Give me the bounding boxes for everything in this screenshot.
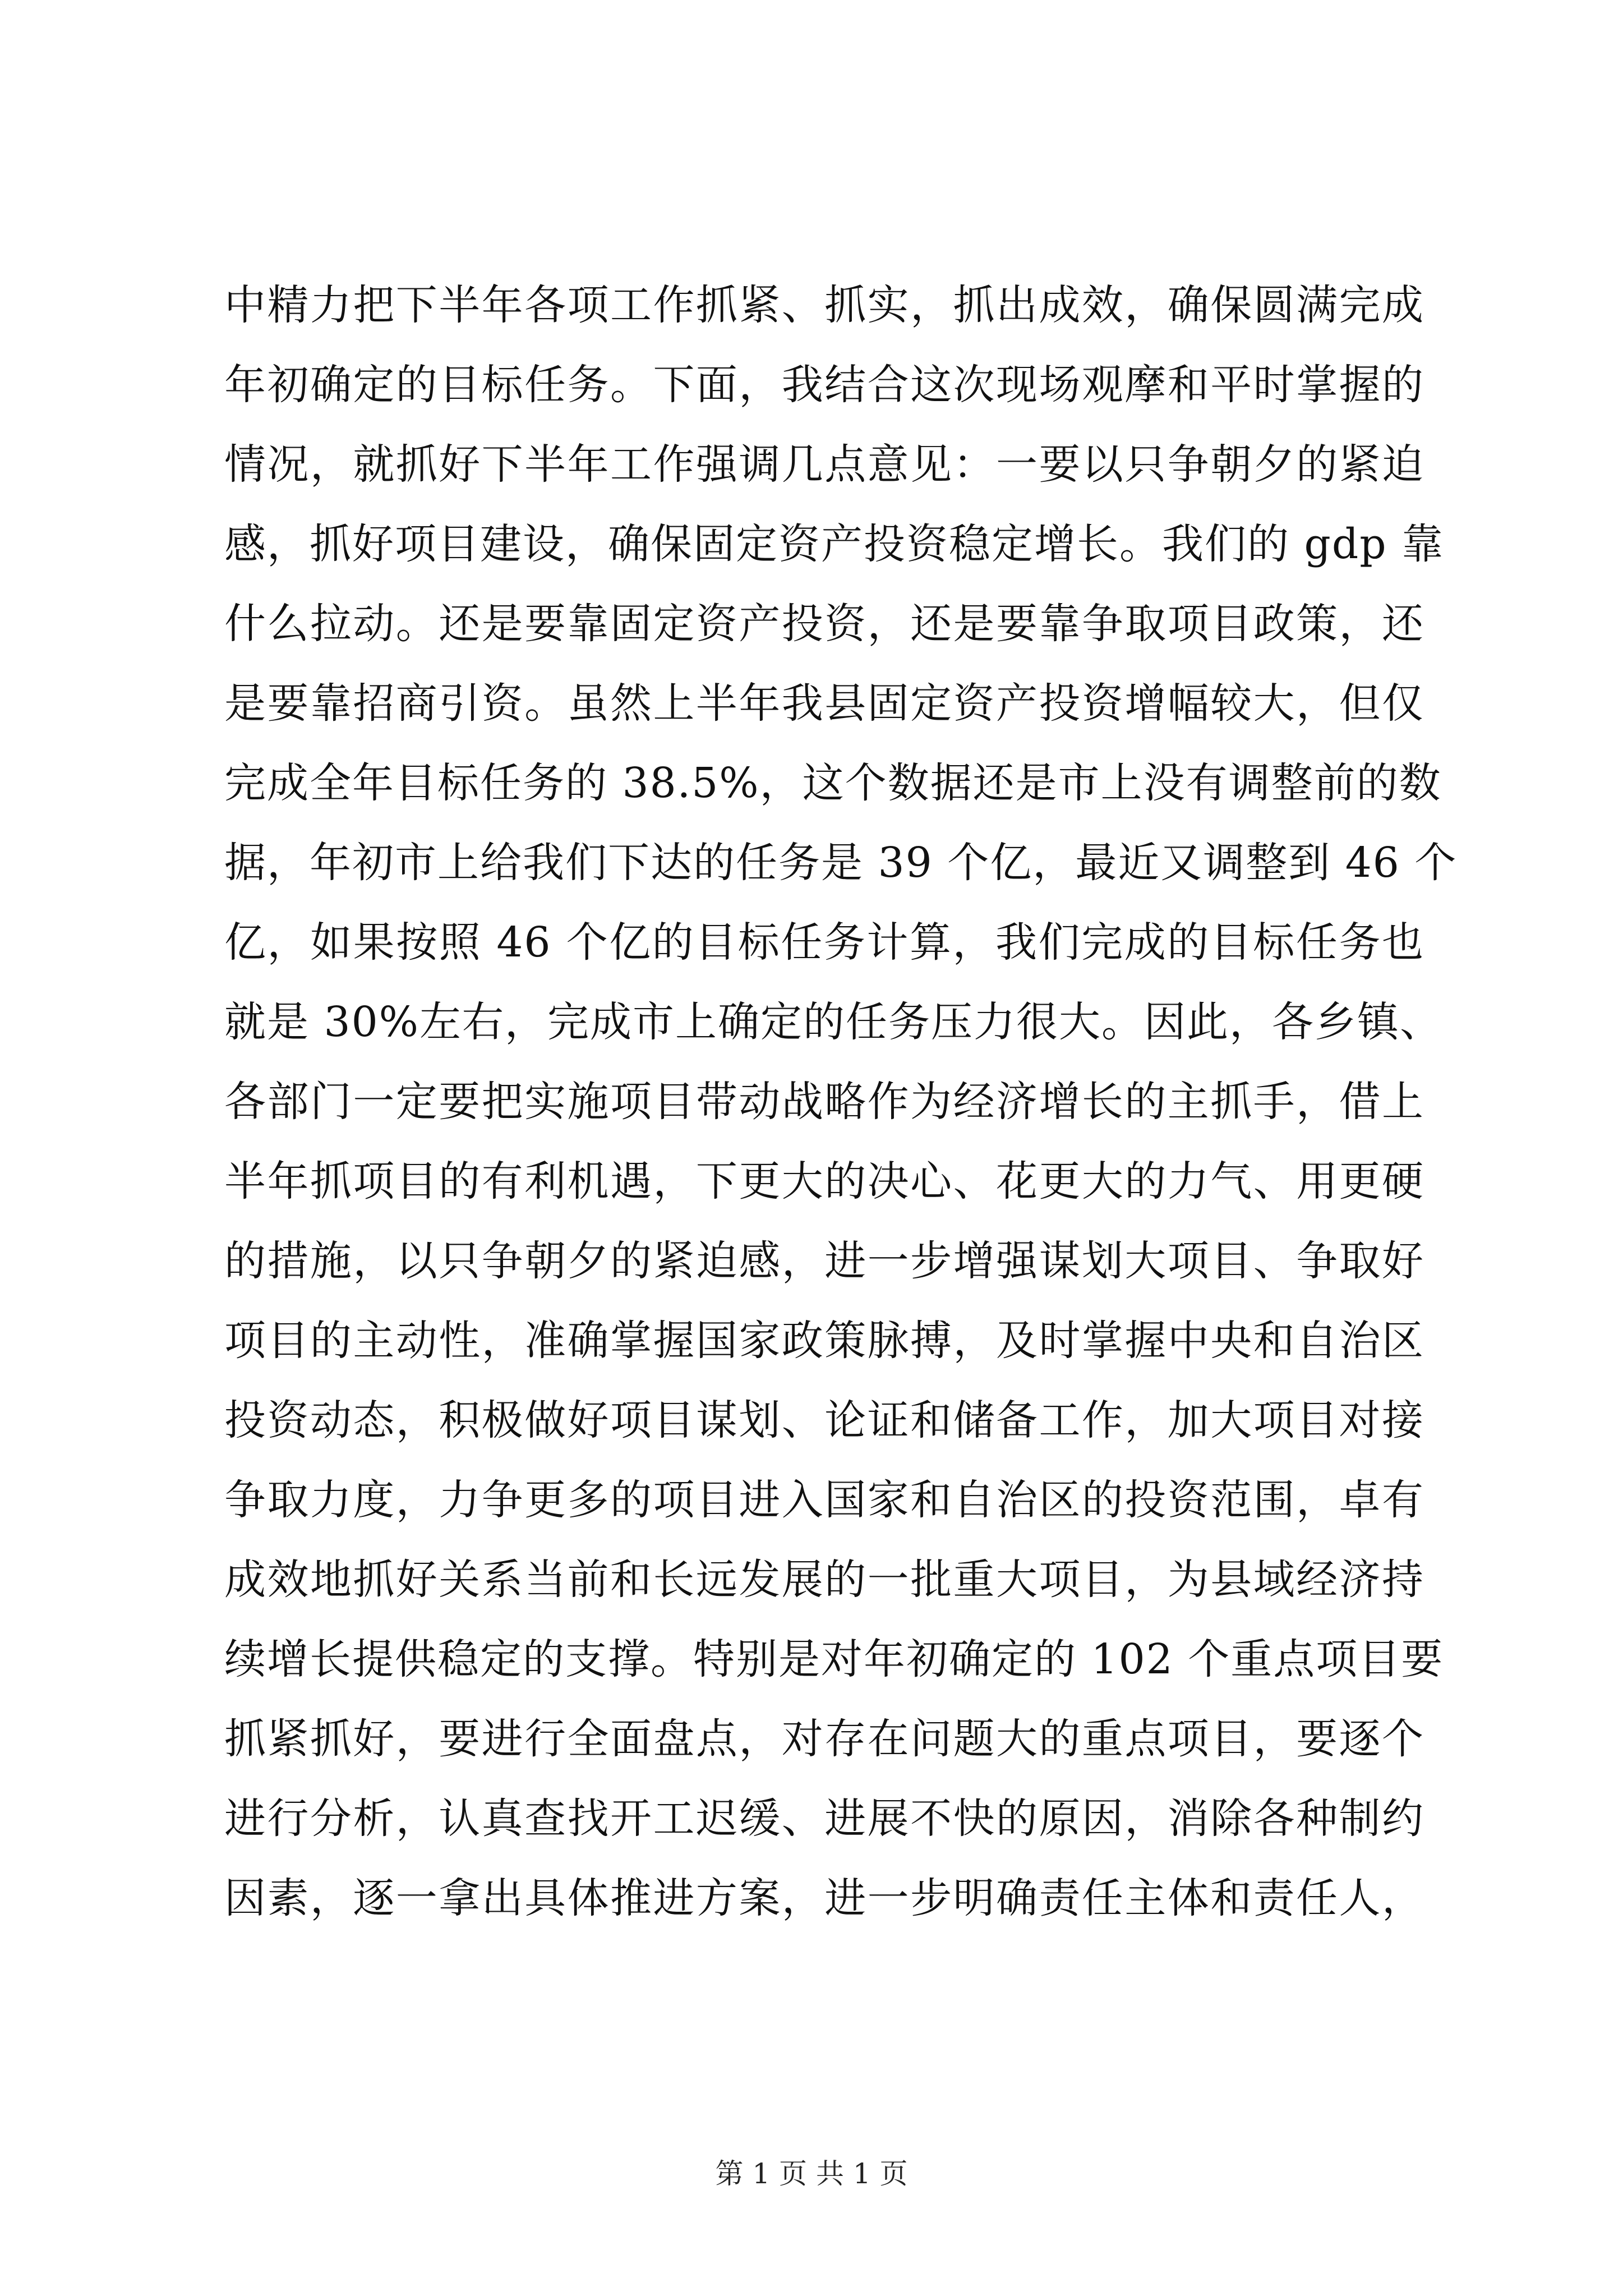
text-line: 据，年初市上给我们下达的任务是 39 个亿，最近又调整到 46 个 bbox=[224, 839, 1458, 887]
text-line: 续增长提供稳定的支撑。特别是对年初确定的 102 个重点项目要 bbox=[224, 1635, 1444, 1683]
text-line: 完成全年目标任务的 38.5%，这个数据还是市上没有调整前的数 bbox=[224, 759, 1442, 807]
text-line: 因素，逐一拿出具体推进方案，进一步明确责任主体和责任人， bbox=[224, 1874, 1424, 1922]
text-line: 进行分析，认真查找开工迟缓、进展不快的原因，消除各种制约 bbox=[224, 1795, 1424, 1843]
text-line: 情况，就抓好下半年工作强调几点意见：一要以只争朝夕的紧迫 bbox=[224, 440, 1424, 489]
page-footer: 第 1 页 共 1 页 bbox=[715, 2157, 908, 2190]
text-line: 感，抓好项目建设，确保固定资产投资稳定增长。我们的 gdp 靠 bbox=[224, 520, 1445, 568]
text-line: 的措施，以只争朝夕的紧迫感，进一步增强谋划大项目、争取好 bbox=[224, 1237, 1424, 1285]
text-line: 亿，如果按照 46 个亿的目标任务计算，我们完成的目标任务也 bbox=[224, 918, 1424, 967]
text-line: 就是 30%左右，完成市上确定的任务压力很大。因此，各乡镇、 bbox=[224, 998, 1442, 1046]
text-line: 半年抓项目的有利机遇，下更大的决心、花更大的力气、用更硬 bbox=[224, 1157, 1424, 1205]
text-line: 抓紧抓好，要进行全面盘点，对存在问题大的重点项目，要逐个 bbox=[224, 1715, 1424, 1763]
text-line: 成效地抓好关系当前和长远发展的一批重大项目，为县域经济持 bbox=[224, 1556, 1424, 1604]
text-line: 投资动态，积极做好项目谋划、论证和储备工作，加大项目对接 bbox=[224, 1396, 1424, 1444]
text-line: 争取力度，力争更多的项目进入国家和自治区的投资范围，卓有 bbox=[224, 1476, 1424, 1524]
text-line: 各部门一定要把实施项目带动战略作为经济增长的主抓手，借上 bbox=[224, 1078, 1424, 1126]
text-line: 年初确定的目标任务。下面，我结合这次现场观摩和平时掌握的 bbox=[224, 361, 1424, 409]
text-line: 中精力把下半年各项工作抓紧、抓实，抓出成效，确保圆满完成 bbox=[224, 281, 1424, 329]
body-text bbox=[224, 280, 1458, 1953]
text-line: 是要靠招商引资。虽然上半年我县固定资产投资增幅较大，但仅 bbox=[224, 679, 1424, 728]
text-line: 项目的主动性，准确掌握国家政策脉搏，及时掌握中央和自治区 bbox=[224, 1317, 1424, 1365]
text-line: 什么拉动。还是要靠固定资产投资，还是要靠争取项目政策，还 bbox=[224, 600, 1424, 648]
